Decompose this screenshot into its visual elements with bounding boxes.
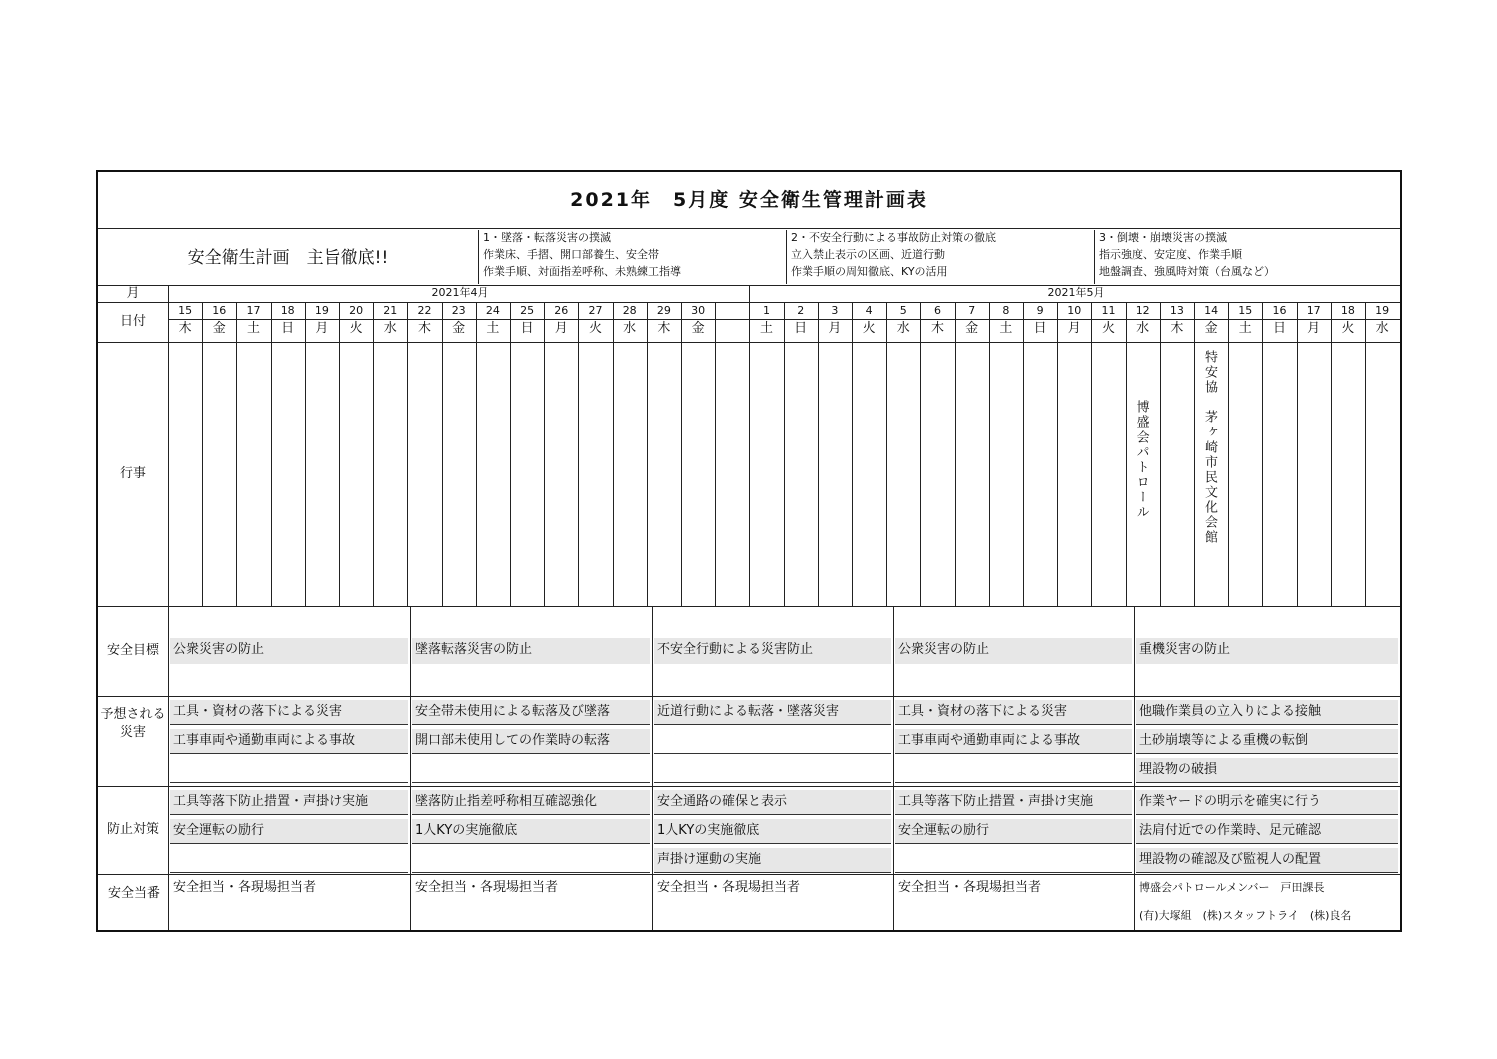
- day-of-week: 土: [246, 321, 260, 336]
- day-number: 30: [691, 304, 706, 317]
- safety-goal-text: 墜落転落災害の防止: [412, 638, 650, 664]
- day-of-week: [715, 320, 749, 342]
- person-in-charge-label: 安全当番: [107, 886, 160, 901]
- measure-entry: [170, 848, 408, 873]
- day-of-week: 土: [1238, 321, 1252, 336]
- month-label: 月: [126, 286, 140, 301]
- staff-entry: 博盛会パトロールメンバー 戸田課長: [1139, 881, 1325, 894]
- day-of-week: 月: [315, 321, 329, 336]
- disaster-entry: [895, 758, 1132, 783]
- day-number: 18: [280, 304, 295, 317]
- day-of-week: 火: [349, 321, 363, 336]
- disaster-entry: 埋設物の破損: [1136, 758, 1398, 783]
- day-of-week: 火: [1101, 321, 1115, 336]
- goal-line: 作業手順の周知徹底、KYの活用: [791, 265, 948, 278]
- goal-line: 指示強度、安定度、作業手順: [1099, 248, 1242, 261]
- measure-entry: 工具等落下防止措置・声掛け実施: [895, 790, 1132, 815]
- measure-entry: 声掛け運動の実施: [654, 848, 891, 873]
- plan-sheet: [96, 170, 1402, 932]
- day-number: 27: [588, 304, 603, 317]
- disaster-entry: 近道行動による転落・墜落災害: [654, 700, 891, 725]
- day-of-week: 水: [896, 321, 910, 336]
- safety-goal-text: 重機災害の防止: [1136, 638, 1398, 664]
- day-number: 28: [622, 304, 637, 317]
- event-entry: 特安協 茅ヶ崎市民文化会館: [1202, 350, 1217, 545]
- day-number: 20: [349, 304, 364, 317]
- day-of-week: 土: [486, 321, 500, 336]
- events-label: 行事: [119, 466, 146, 481]
- day-number: 5: [899, 304, 907, 317]
- day-number: 17: [1306, 304, 1321, 317]
- day-number: 25: [520, 304, 535, 317]
- disaster-entry: [654, 758, 891, 783]
- day-of-week: 水: [1136, 321, 1150, 336]
- day-of-week: 木: [178, 321, 192, 336]
- day-of-week: 日: [1033, 321, 1047, 336]
- day-of-week: 火: [588, 321, 602, 336]
- day-number: 18: [1340, 304, 1355, 317]
- expected-disasters-label: 予想される災害: [100, 707, 166, 740]
- safety-goal-text: 公衆災害の防止: [170, 638, 408, 664]
- disaster-entry: 土砂崩壊等による重機の転倒: [1136, 729, 1398, 754]
- day-of-week: 日: [281, 321, 295, 336]
- measure-entry: 法肩付近での作業時、足元確認: [1136, 819, 1398, 844]
- event-entry: 博盛会パトロール: [1133, 400, 1149, 520]
- day-number: 16: [1272, 304, 1287, 317]
- disaster-entry: 工事車両や通勤車両による事故: [895, 729, 1132, 754]
- disaster-entry: 開口部未使用しての作業時の転落: [412, 729, 650, 754]
- day-of-week: 火: [862, 321, 876, 336]
- staff-entry: 安全担当・各現場担当者: [657, 880, 801, 895]
- day-number: 7: [968, 304, 976, 317]
- day-number: 14: [1204, 304, 1219, 317]
- measure-entry: 1人KYの実施徹底: [654, 819, 891, 844]
- disaster-entry: [412, 758, 650, 783]
- disaster-entry: [654, 729, 891, 754]
- disaster-entry: 工具・資材の落下による災害: [895, 700, 1132, 725]
- safety-goal-text: 公衆災害の防止: [895, 638, 1132, 664]
- goal-line: 作業床、手摺、開口部養生、安全帯: [483, 248, 659, 261]
- day-number: 3: [831, 304, 839, 317]
- day-of-week: 木: [657, 321, 671, 336]
- day-number: 26: [554, 304, 569, 317]
- day-number: 24: [485, 304, 500, 317]
- goal-line: 作業手順、対面指差呼称、未熟練工指導: [483, 265, 681, 278]
- day-number: 23: [451, 304, 466, 317]
- day-number: 29: [656, 304, 671, 317]
- day-of-week: 月: [554, 321, 568, 336]
- disaster-entry: 工事車両や通勤車両による事故: [170, 729, 408, 754]
- day-number: 16: [212, 304, 227, 317]
- day-of-week: 金: [965, 321, 979, 336]
- goal-box-3: [1095, 229, 1400, 284]
- day-number: 17: [246, 304, 261, 317]
- safety-goal-label: 安全目標: [106, 643, 159, 658]
- measure-entry: 工具等落下防止措置・声掛け実施: [170, 790, 408, 815]
- disaster-entry: 他職作業員の立入りによる接触: [1136, 700, 1398, 725]
- staff-entry: 安全担当・各現場担当者: [415, 880, 559, 895]
- day-number: 6: [933, 304, 941, 317]
- day-number: 21: [383, 304, 398, 317]
- day-of-week: 火: [1341, 321, 1355, 336]
- day-number: 15: [1238, 304, 1253, 317]
- day-of-week: 金: [452, 321, 466, 336]
- day-of-week: 木: [1170, 321, 1184, 336]
- disaster-entry: 安全帯未使用による転落及び墜落: [412, 700, 650, 725]
- day-of-week: 土: [999, 321, 1013, 336]
- date-label: 日付: [119, 314, 146, 329]
- goal-line: 立入禁止表示の区画、近道行動: [791, 248, 945, 261]
- page-title: 2021年 5月度 安全衛生管理計画表: [570, 189, 928, 211]
- day-number: 22: [417, 304, 432, 317]
- day-number: 13: [1169, 304, 1184, 317]
- safety-goal-text: 不安全行動による災害防止: [654, 638, 891, 664]
- goal-line: 1・墜落・転落災害の撲滅: [483, 231, 611, 244]
- day-of-week: 月: [1307, 321, 1321, 336]
- day-of-week: 金: [691, 321, 705, 336]
- month-april: 2021年4月: [431, 286, 489, 299]
- day-number: 19: [1375, 304, 1390, 317]
- day-of-week: 木: [417, 321, 431, 336]
- measure-entry: 安全運転の励行: [170, 819, 408, 844]
- day-of-week: 水: [1375, 321, 1389, 336]
- day-number: 11: [1101, 304, 1116, 317]
- day-of-week: 日: [794, 321, 808, 336]
- prevention-label: 防止対策: [106, 822, 159, 837]
- goal-line: 3・倒壊・崩壊災害の撲滅: [1099, 231, 1227, 244]
- goal-box-1: [479, 229, 785, 284]
- day-number: 8: [1002, 304, 1010, 317]
- day-number: [715, 303, 749, 319]
- day-of-week: 日: [1272, 321, 1286, 336]
- day-of-week: 月: [1067, 321, 1081, 336]
- day-number: 1: [762, 304, 770, 317]
- measure-entry: 作業ヤードの明示を確実に行う: [1136, 790, 1398, 815]
- day-number: 12: [1135, 304, 1150, 317]
- day-number: 2: [797, 304, 805, 317]
- day-number: 4: [865, 304, 873, 317]
- day-of-week: 水: [623, 321, 637, 336]
- day-number: 9: [1036, 304, 1044, 317]
- disaster-entry: [170, 758, 408, 783]
- measure-entry: 埋設物の確認及び監視人の配置: [1136, 848, 1398, 873]
- disaster-entry: 工具・資材の落下による災害: [170, 700, 408, 725]
- measure-entry: 安全運転の励行: [895, 819, 1132, 844]
- month-may: 2021年5月: [1047, 286, 1105, 299]
- day-number: 19: [314, 304, 329, 317]
- measure-entry: 墜落防止指差呼称相互確認強化: [412, 790, 650, 815]
- goal-line: 2・不安全行動による事故防止対策の徹底: [791, 231, 996, 244]
- measure-entry: [412, 848, 650, 873]
- measure-entry: 安全通路の確保と表示: [654, 790, 891, 815]
- goal-box-2: [787, 229, 1093, 284]
- day-of-week: 月: [828, 321, 842, 336]
- staff-entry: (有)大塚組 (株)スタッフトライ (株)良名: [1139, 909, 1352, 922]
- day-of-week: 金: [1204, 321, 1218, 336]
- day-of-week: 金: [212, 321, 226, 336]
- motto: 安全衛生計画 主旨徹底!!: [187, 248, 389, 268]
- staff-entry: 安全担当・各現場担当者: [173, 880, 317, 895]
- measure-entry: [895, 848, 1132, 873]
- day-of-week: 土: [759, 321, 773, 336]
- staff-entry: 安全担当・各現場担当者: [898, 880, 1042, 895]
- day-number: 10: [1067, 304, 1082, 317]
- goal-line: 地盤調査、強風時対策（台風など）: [1099, 265, 1275, 278]
- day-of-week: 水: [383, 321, 397, 336]
- day-number: 15: [178, 304, 193, 317]
- day-of-week: 木: [930, 321, 944, 336]
- measure-entry: 1人KYの実施徹底: [412, 819, 650, 844]
- day-of-week: 日: [520, 321, 534, 336]
